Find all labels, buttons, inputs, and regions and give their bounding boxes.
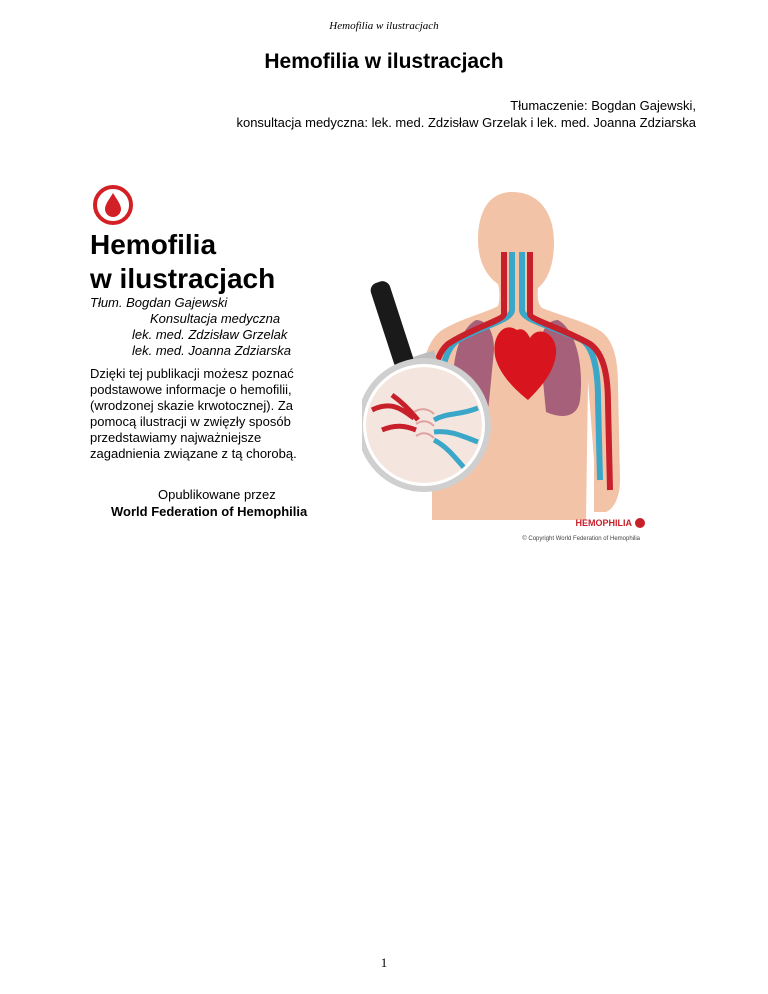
circulation-illustration [362, 180, 652, 550]
cover-title-line-2: w ilustracjach [90, 263, 276, 294]
description-line: zagadnienia związane z tą chorobą. [90, 446, 297, 461]
cover-credits [90, 295, 291, 359]
description-line: pomocą ilustracji w zwięzły sposób [90, 414, 291, 429]
cover-consultation-label: Konsultacja medyczna [150, 311, 281, 326]
illustration-copyright: © Copyright World Federation of Hemophilia [522, 536, 640, 542]
description-line: (wrodzonej skazie krwotocznej). Za [90, 398, 294, 413]
cover-description [90, 366, 360, 462]
publisher-name: World Federation of Hemophilia [111, 504, 308, 519]
description-line: podstawowe informacje o hemofilii, [90, 382, 292, 397]
cover-title [90, 228, 275, 296]
cover-consultant-1: lek. med. Zdzisław Grzelak [132, 327, 288, 342]
document-title: Hemofilia w ilustracjach [264, 50, 504, 73]
publisher-block [90, 486, 370, 520]
brand-logo-icon [635, 518, 645, 528]
running-header: Hemofilia w ilustracjach [329, 20, 439, 32]
published-by-label: Opublikowane przez [158, 487, 276, 502]
translator-line: Tłumaczenie: Bogdan Gajewski, [510, 98, 696, 113]
description-line: przedstawiamy najważniejsze [90, 430, 262, 445]
cover-consultant-2: lek. med. Joanna Zdziarska [132, 343, 291, 358]
translation-credits [236, 97, 696, 131]
cover-title-line-1: Hemofilia [90, 229, 217, 260]
blood-drop-icon [92, 184, 134, 226]
consultation-line: konsultacja medyczna: lek. med. Zdzisław Grzelak i lek. med. Joanna Zdziarska [236, 115, 696, 130]
description-line: Dzięki tej publikacji możesz poznać [90, 366, 294, 381]
magnifier-handle [369, 279, 416, 371]
cover-translator: Tłum. Bogdan Gajewski [90, 295, 228, 310]
illustration-brand: HEMOPHILIA [575, 518, 632, 528]
page-number: 1 [380, 955, 388, 970]
